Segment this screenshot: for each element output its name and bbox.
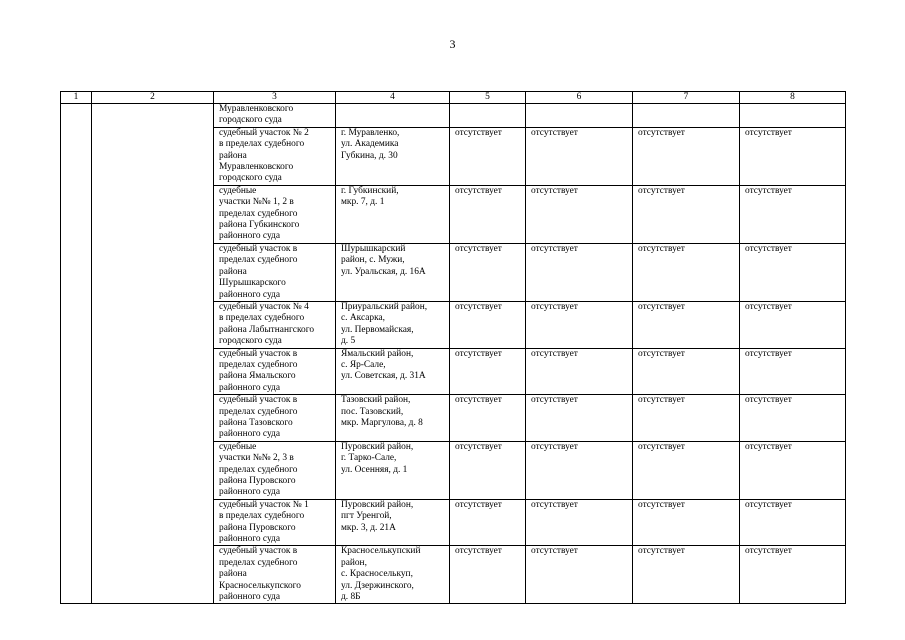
cell-text: г. Муравленко, ул. Академика Губкина, д. 30 [341, 127, 400, 161]
cell-c5 [450, 127, 526, 185]
cell-text: отсутствует [638, 499, 685, 510]
column-header-6: 6 [526, 92, 633, 104]
cell-c3 [214, 441, 336, 499]
cell-text: судебный участок в пределах судебного района Тазовского районного суда [219, 395, 298, 440]
cell-c7 [633, 301, 740, 348]
cell-c5 [450, 395, 526, 442]
cell-text: судебный участок в пределах судебного района Красноселькупского районного суда [219, 546, 301, 603]
cell-c8 [740, 441, 846, 499]
cell-c7 [633, 348, 740, 395]
cell-c5 [450, 546, 526, 604]
cell-text: отсутствует [745, 395, 792, 406]
cell-c6 [526, 499, 633, 546]
cell-text: отсутствует [638, 301, 685, 312]
cell-c7 [633, 243, 740, 301]
cell-text: отсутствует [638, 546, 685, 557]
cell-c8 [740, 243, 846, 301]
cell-c4 [336, 104, 450, 128]
column-header-2: 2 [92, 92, 214, 104]
column-header-1: 1 [61, 92, 92, 104]
cell-c4 [336, 499, 450, 546]
cell-text: отсутствует [745, 185, 792, 196]
cell-c7 [633, 185, 740, 243]
cell-text: отсутствует [638, 395, 685, 406]
cell-c7 [633, 395, 740, 442]
cell-text: отсутствует [455, 301, 502, 312]
cell-c3 [214, 301, 336, 348]
cell-c7 [633, 104, 740, 128]
cell-c6 [526, 104, 633, 128]
cell-text: отсутствует [745, 348, 792, 359]
cell-text: отсутствует [531, 301, 578, 312]
cell-text: отсутствует [745, 499, 792, 510]
cell-text: судебные участки №№ 1, 2 в пределах судебного района Губкинского районного суда [219, 185, 300, 242]
cell-text: судебный участок № 1 в пределах судебного района Пуровского районного суда [219, 499, 309, 545]
cell-text: Тазовский район, пос. Тазовский, мкр. Маргулова, д. 8 [341, 395, 423, 428]
cell-c4 [336, 185, 450, 243]
cell-c7 [633, 441, 740, 499]
cell-c7 [633, 546, 740, 604]
cell-c3 [214, 127, 336, 185]
cell-c5 [450, 499, 526, 546]
column-header-5: 5 [450, 92, 526, 104]
cell-text: отсутствует [745, 243, 792, 254]
cell-c6 [526, 127, 633, 185]
cell-text: Пуровский район, г. Тарко-Сале, ул. Осенняя, д. 1 [341, 441, 414, 475]
cell-c7 [633, 499, 740, 546]
cell-text: судебные участки №№ 2, 3 в пределах судебного района Пуровского районного суда [219, 441, 298, 498]
cell-c5 [450, 441, 526, 499]
cell-c4 [336, 348, 450, 395]
cell-text: отсутствует [638, 127, 685, 138]
column-header-8: 8 [740, 92, 846, 104]
table-body [61, 92, 846, 604]
cell-c3 [214, 546, 336, 604]
column-header-3: 3 [214, 92, 336, 104]
page-number: 3 [449, 37, 456, 51]
cell-text: отсутствует [745, 546, 792, 557]
cell-c3 [214, 499, 336, 546]
cell-c6 [526, 243, 633, 301]
cell-c8 [740, 546, 846, 604]
cell-c8 [740, 395, 846, 442]
cell-text: судебный участок № 2 в пределах судебного района Муравленковского городского суда [219, 127, 309, 184]
cell-text: отсутствует [455, 546, 502, 557]
cell-c4 [336, 395, 450, 442]
cell-text: Пуровский район, пгт Уренгой, мкр. 3, д. 21А [341, 499, 414, 533]
cell-text: отсутствует [455, 395, 502, 406]
cell-c7 [633, 127, 740, 185]
cell-c3 [214, 395, 336, 442]
cell-text: судебный участок в пределах судебного района Шурышкарского районного суда [219, 243, 298, 300]
cell-text: Шурышкарский район, с. Мужи, ул. Уральская, д. 16А [341, 243, 426, 277]
cell-text: Красноселькупский район, с. Красноселькуп, ул. Дзержинского, д. 8Б [341, 546, 421, 603]
cell-text: судебный участок № 4 в пределах судебного района Лабытнангского городского суда [219, 301, 315, 347]
cell-col-1-merged [61, 104, 92, 604]
cell-c4 [336, 441, 450, 499]
cell-c4 [336, 127, 450, 185]
column-header-4: 4 [336, 92, 450, 104]
cell-c5 [450, 104, 526, 128]
cell-c8 [740, 348, 846, 395]
cell-c6 [526, 546, 633, 604]
cell-c3 [214, 185, 336, 243]
cell-c3 [214, 104, 336, 128]
cell-c8 [740, 499, 846, 546]
cell-c4 [336, 301, 450, 348]
table-row [61, 104, 846, 128]
cell-text: отсутствует [531, 185, 578, 196]
cell-col-2-merged [92, 104, 214, 604]
cell-text: отсутствует [455, 441, 502, 452]
cell-text: отсутствует [531, 348, 578, 359]
cell-text: отсутствует [745, 127, 792, 138]
cell-c4 [336, 546, 450, 604]
cell-c4 [336, 243, 450, 301]
cell-text: отсутствует [455, 127, 502, 138]
cell-text: отсутствует [455, 499, 502, 510]
cell-text: отсутствует [531, 546, 578, 557]
cell-text: г. Губкинский, мкр. 7, д. 1 [341, 185, 399, 208]
cell-c5 [450, 301, 526, 348]
cell-c6 [526, 395, 633, 442]
cell-text: отсутствует [531, 127, 578, 138]
cell-text: отсутствует [455, 348, 502, 359]
data-table [60, 91, 846, 604]
cell-c8 [740, 104, 846, 128]
cell-c8 [740, 127, 846, 185]
column-header-7: 7 [633, 92, 740, 104]
cell-c8 [740, 185, 846, 243]
cell-c3 [214, 348, 336, 395]
cell-text: отсутствует [531, 243, 578, 254]
cell-text: отсутствует [638, 243, 685, 254]
cell-text: отсутствует [455, 185, 502, 196]
cell-text: отсутствует [531, 441, 578, 452]
cell-c5 [450, 348, 526, 395]
cell-c6 [526, 348, 633, 395]
cell-c6 [526, 185, 633, 243]
cell-c8 [740, 301, 846, 348]
cell-text: Приуральский район, с. Аксарка, ул. Первомайская, д. 5 [341, 301, 428, 347]
cell-c5 [450, 185, 526, 243]
cell-c5 [450, 243, 526, 301]
cell-text: отсутствует [745, 301, 792, 312]
cell-text: отсутствует [531, 395, 578, 406]
cell-text: отсутствует [638, 185, 685, 196]
table-header-row [61, 92, 846, 104]
cell-text: судебный участок в пределах судебного района Ямальского районного суда [219, 348, 298, 393]
cell-text: отсутствует [455, 243, 502, 254]
cell-text: отсутствует [638, 348, 685, 359]
cell-c6 [526, 441, 633, 499]
cell-text: отсутствует [531, 499, 578, 510]
cell-text: Муравленковского городского суда [219, 104, 294, 126]
cell-text: отсутствует [638, 441, 685, 452]
cell-c3 [214, 243, 336, 301]
cell-text: отсутствует [745, 441, 792, 452]
cell-c6 [526, 301, 633, 348]
cell-text: Ямальский район, с. Яр-Сале, ул. Советская, д. 31А [341, 348, 426, 382]
